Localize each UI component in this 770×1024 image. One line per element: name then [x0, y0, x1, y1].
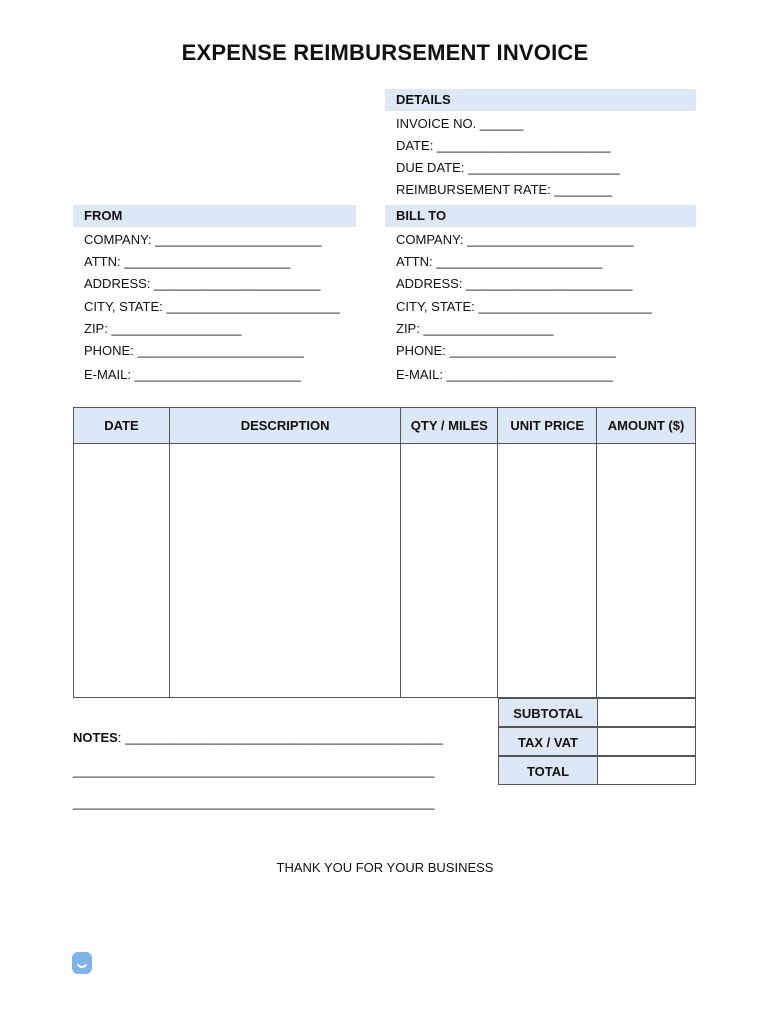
details-reimbursement-rate[interactable]: REIMBURSEMENT RATE: ________ [396, 182, 613, 197]
column-header-amount: AMOUNT ($) [597, 408, 696, 444]
column-header-date: DATE [74, 408, 170, 444]
total-value[interactable] [597, 756, 696, 785]
notes-line-1-blank: : ____________________________________________ [117, 730, 444, 745]
bill-to-company[interactable]: COMPANY: _______________________ [396, 232, 634, 247]
details-header: DETAILS [385, 89, 696, 111]
from-company[interactable]: COMPANY: _______________________ [84, 232, 322, 247]
description-cell[interactable] [169, 444, 401, 698]
bill-to-header: BILL TO [385, 205, 696, 227]
column-header-unit-price: UNIT PRICE [498, 408, 597, 444]
bill-to-attn[interactable]: ATTN: _______________________ [396, 254, 603, 269]
page-title: EXPENSE REIMBURSEMENT INVOICE [181, 40, 589, 65]
column-header-qty-miles: QTY / MILES [401, 408, 498, 444]
table-header-row [74, 408, 696, 444]
bill-to-email[interactable]: E-MAIL: _______________________ [396, 367, 613, 382]
bill-to-city-state[interactable]: CITY, STATE: ________________________ [396, 299, 652, 314]
subtotal-label: SUBTOTAL [498, 698, 598, 727]
date-cell[interactable] [74, 444, 170, 698]
from-address[interactable]: ADDRESS: _______________________ [84, 276, 321, 291]
notes-line-2[interactable]: __________________________________________________ [73, 763, 435, 778]
notes-line-3[interactable]: __________________________________________________ [73, 795, 435, 810]
bill-to-zip[interactable]: ZIP: __________________ [396, 321, 554, 336]
amount-cell[interactable] [597, 444, 696, 698]
from-phone[interactable]: PHONE: _______________________ [84, 343, 304, 358]
from-attn[interactable]: ATTN: _______________________ [84, 254, 291, 269]
table-row [74, 444, 696, 698]
logo-icon [72, 952, 92, 974]
qty-miles-cell[interactable] [401, 444, 498, 698]
from-email[interactable]: E-MAIL: _______________________ [84, 367, 301, 382]
tax-vat-value[interactable] [597, 727, 696, 756]
subtotal-value[interactable] [597, 698, 696, 727]
notes-line-1[interactable] [73, 730, 443, 745]
bill-to-address[interactable]: ADDRESS: _______________________ [396, 276, 633, 291]
from-zip[interactable]: ZIP: __________________ [84, 321, 242, 336]
line-items-table [73, 407, 696, 698]
from-header: FROM [73, 205, 356, 227]
details-invoice-no[interactable]: INVOICE NO. ______ [396, 116, 524, 131]
from-city-state[interactable]: CITY, STATE: ________________________ [84, 299, 340, 314]
bill-to-phone[interactable]: PHONE: _______________________ [396, 343, 616, 358]
tax-vat-label: TAX / VAT [498, 727, 598, 756]
notes-label: NOTES [73, 730, 118, 745]
thank-you-message: THANK YOU FOR YOUR BUSINESS [276, 860, 494, 875]
details-date[interactable]: DATE: ________________________ [396, 138, 611, 153]
column-header-description: DESCRIPTION [169, 408, 401, 444]
unit-price-cell[interactable] [498, 444, 597, 698]
total-label: TOTAL [498, 756, 598, 785]
details-due-date[interactable]: DUE DATE: _____________________ [396, 160, 620, 175]
